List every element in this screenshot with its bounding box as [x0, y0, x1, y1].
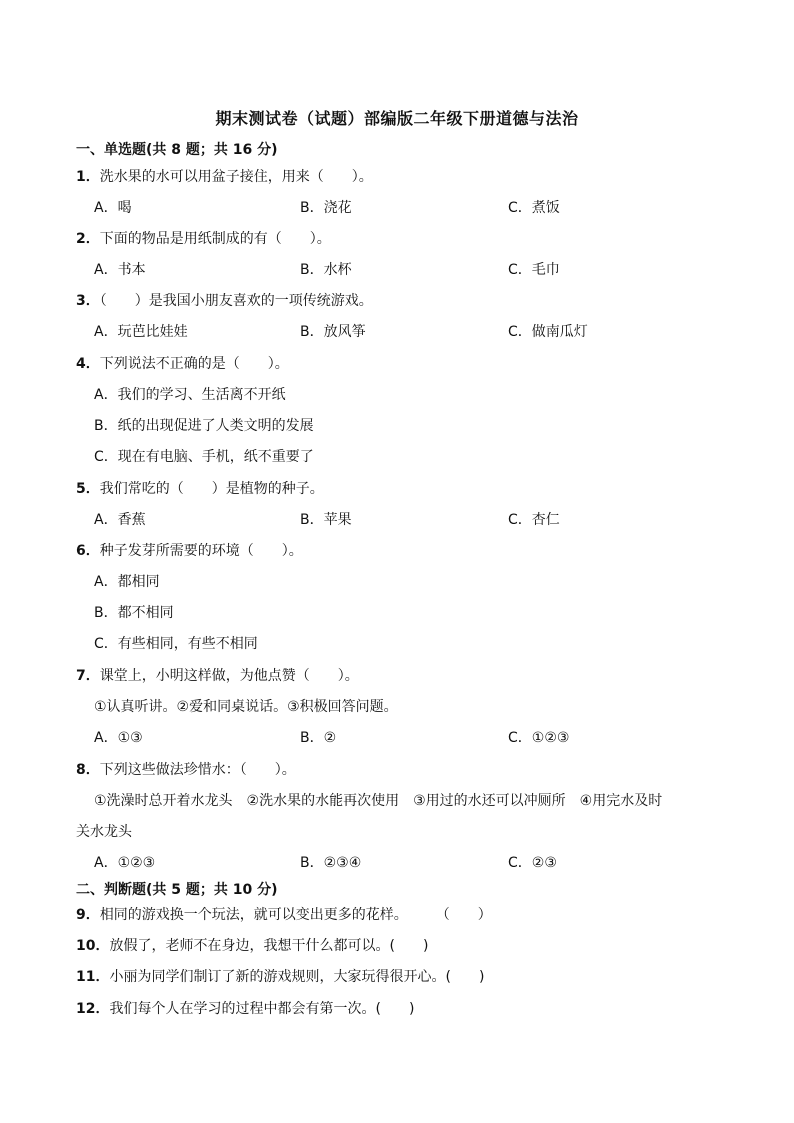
- question-number: 9．: [76, 907, 100, 923]
- question-text: 放假了，老师不在身边，我想干什么都可以。( ): [109, 938, 429, 954]
- question-1: [76, 166, 373, 186]
- question-text: （ ）是我国小朋友喜欢的一项传统游戏。: [99, 293, 373, 309]
- page-title: 期末测试卷（试题）部编版二年级下册道德与法治: [215, 109, 579, 128]
- question-text: 小丽为同学们制订了新的游戏规则，大家玩得很开心。( ): [109, 969, 485, 985]
- question-7-option-a: A．①③: [94, 730, 143, 746]
- question-text: 我们常吃的（ ）是植物的种子。: [99, 481, 324, 497]
- question-11: [76, 966, 484, 986]
- question-text: 种子发芽所需要的环境（ ）。: [99, 543, 303, 559]
- question-number: 11．: [76, 969, 110, 985]
- question-4-option-b: B．纸的出现促进了人类文明的发展: [94, 418, 314, 434]
- question-10: [76, 935, 428, 955]
- question-number: 1．: [76, 169, 100, 185]
- question-3-option-a: A．玩芭比娃娃: [94, 324, 188, 340]
- question-number: 8．: [76, 762, 100, 778]
- question-5-option-c: C．杏仁: [508, 512, 560, 528]
- question-3-option-b: B．放风筝: [300, 324, 366, 340]
- question-8-option-c: C．②③: [508, 855, 557, 871]
- question-8-option-b: B．②③④: [300, 855, 362, 871]
- question-number: 5．: [76, 481, 100, 497]
- question-8-statements-line-1: ①洗澡时总开着水龙头 ②洗水果的水能再次使用 ③用过的水还可以冲厕所 ④用完水及时: [94, 793, 663, 809]
- question-2: [76, 228, 331, 248]
- question-number: 12．: [76, 1001, 110, 1017]
- question-6: [76, 540, 303, 560]
- question-5: [76, 478, 324, 498]
- question-12: [76, 998, 414, 1018]
- question-text: 课堂上，小明这样做，为他点赞（ ）。: [99, 668, 359, 684]
- section-heading-true-false: 二、判断题(共 5 题；共 10 分): [76, 882, 278, 898]
- question-2-option-b: B．水杯: [300, 262, 352, 278]
- question-number: 6．: [76, 543, 100, 559]
- question-8: [76, 759, 296, 779]
- question-text: 下列说法不正确的是（ ）。: [99, 356, 289, 372]
- question-8-statements-line-2: 关水龙头: [76, 824, 132, 840]
- question-7-option-b: B．②: [300, 730, 337, 746]
- question-2-option-c: C．毛巾: [508, 262, 560, 278]
- question-6-option-c: C．有些相同，有些不相同: [94, 636, 258, 652]
- question-6-option-a: A．都相同: [94, 574, 160, 590]
- question-number: 10．: [76, 938, 110, 954]
- question-text: 下面的物品是用纸制成的有（ ）。: [99, 231, 331, 247]
- question-1-option-a: A．喝: [94, 200, 132, 216]
- question-5-option-b: B．苹果: [300, 512, 352, 528]
- question-7-statements: ①认真听讲。②爱和同桌说话。③积极回答问题。: [94, 699, 398, 715]
- question-text: 洗水果的水可以用盆子接住，用来（ ）。: [99, 169, 373, 185]
- question-number: 7．: [76, 668, 100, 684]
- question-4-option-a: A．我们的学习、生活离不开纸: [94, 387, 286, 403]
- question-3-option-c: C．做南瓜灯: [508, 324, 588, 340]
- question-4-option-c: C．现在有电脑、手机，纸不重要了: [94, 449, 314, 465]
- question-number: 3．: [76, 293, 100, 309]
- question-7-option-c: C．①②③: [508, 730, 570, 746]
- question-1-option-c: C．煮饭: [508, 200, 560, 216]
- question-8-option-a: A．①②③: [94, 855, 156, 871]
- question-text: 下列这些做法珍惜水：（ ）。: [99, 762, 296, 778]
- question-1-option-b: B．浇花: [300, 200, 352, 216]
- section-heading-single-choice: 一、单选题(共 8 题；共 16 分): [76, 142, 278, 158]
- question-7: [76, 665, 359, 685]
- question-number: 4．: [76, 356, 100, 372]
- question-5-option-a: A．香蕉: [94, 512, 146, 528]
- question-3: [76, 290, 373, 310]
- question-text: 我们每个人在学习的过程中都会有第一次。( ): [109, 1001, 415, 1017]
- question-6-option-b: B．都不相同: [94, 605, 174, 621]
- question-9: [76, 904, 492, 924]
- question-4: [76, 353, 289, 373]
- question-text: 相同的游戏换一个玩法，就可以变出更多的花样。 （ ）: [99, 907, 492, 923]
- question-number: 2．: [76, 231, 100, 247]
- question-2-option-a: A．书本: [94, 262, 146, 278]
